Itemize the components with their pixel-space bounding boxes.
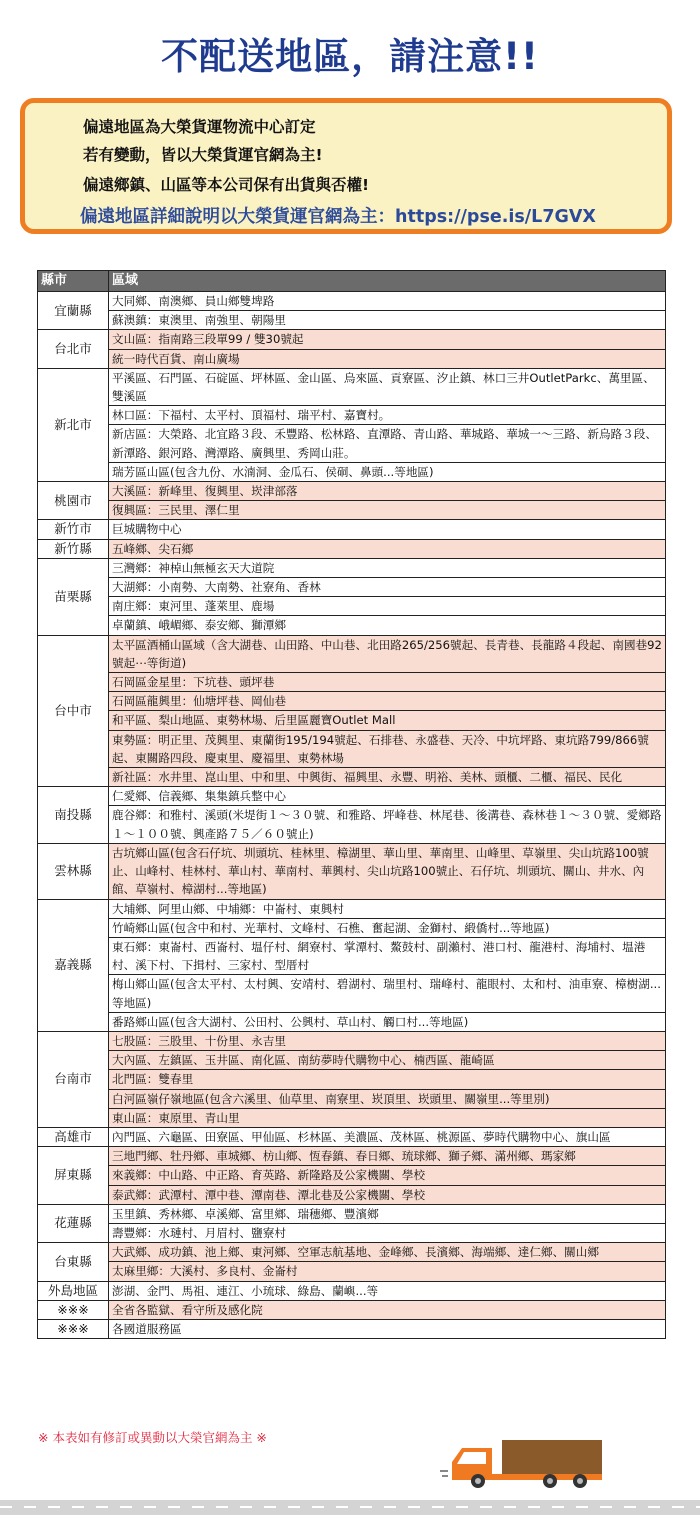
area-cell: 平溪區、石門區、石碇區、坪林區、金山區、烏來區、貢寮區、汐止鎮、林口三井OutletParkc、萬里區、雙溪區 [109,368,666,405]
county-cell: 外島地區 [38,1281,109,1300]
table-row [38,539,666,558]
table-row [38,1185,666,1204]
table-row [38,673,666,692]
county-cell: 嘉義縣 [38,899,109,1031]
table-row [38,406,666,425]
area-cell: 玉里鎮、秀林鄉、卓溪鄉、富里鄉、瑞穗鄉、豐濱鄉 [109,1204,666,1223]
table-row [38,692,666,711]
area-cell: 三灣鄉：神棹山無極玄天大道院 [109,558,666,577]
table-row [38,899,666,918]
county-cell: 宜蘭縣 [38,292,109,330]
table-row [38,1223,666,1242]
notice-line-1: 偏遠地區為大榮貨運物流中心訂定 [83,118,316,136]
table-row [38,597,666,616]
table-row [38,311,666,330]
area-cell: 大內區、左鎮區、玉井區、南化區、南紡夢時代購物中心、楠西區、龍崎區 [109,1051,666,1070]
county-cell: ※※※ [38,1300,109,1319]
table-row [38,1166,666,1185]
truck-icon [440,1438,610,1488]
area-cell: 東山區：東原里、青山里 [109,1108,666,1127]
area-cell: 泰武鄉：武潭村、潭中巷、潭南巷、潭北巷及公家機關、學校 [109,1185,666,1204]
county-cell: 台中市 [38,635,109,787]
area-cell: 五峰鄉、尖石鄉 [109,539,666,558]
area-cell: 內門區、六龜區、田寮區、甲仙區、杉林區、美濃區、茂林區、桃源區、夢時代購物中心、旗山區 [109,1127,666,1146]
area-cell: 和平區、梨山地區、東勢林場、后里區麗寶Outlet Mall [109,711,666,730]
table-row [38,482,666,501]
table-row [38,501,666,520]
area-table [37,270,666,1339]
road-dashes [0,1506,700,1508]
table-row [38,635,666,672]
table-body [38,292,666,1339]
area-cell: 東勢區：明正里、茂興里、東蘭街195/194號起、石排巷、永盛巷、天冷、中坑坪路、東坑路799/866號起、東關路四段、慶東里、慶福里、東勢林場 [109,730,666,767]
area-cell: 梅山鄉山區(包含太平村、太村興、安靖村、碧湖村、瑞里村、瑞峰村、龍眼村、太和村、油車寮、樟樹湖...等地區) [109,975,666,1012]
table-row [38,1031,666,1050]
table-row [38,711,666,730]
area-cell: 北門區：雙春里 [109,1070,666,1089]
table-row [38,918,666,937]
table-row [38,1147,666,1166]
area-cell: 太麻里鄉：大溪村、多良村、金崙村 [109,1262,666,1281]
notice-line-3: 偏遠鄉鎮、山區等本公司保有出貨與否權! [83,176,370,194]
table-row [38,843,666,899]
footnote: ※ 本表如有修訂或異動以大榮官網為主 ※ [38,1430,267,1445]
page-title: 不配送地區，請注意!! [161,35,539,78]
table-row [38,1108,666,1127]
area-cell: 石岡區金星里：下坑巷、頭坪巷 [109,673,666,692]
area-cell: 大溪區：新峰里、復興里、崁津部落 [109,482,666,501]
county-cell: 新北市 [38,368,109,481]
county-cell: ※※※ [38,1319,109,1338]
county-cell: 南投縣 [38,787,109,844]
area-cell: 各國道服務區 [109,1319,666,1338]
county-cell: 台南市 [38,1031,109,1127]
table-row [38,368,666,405]
table-row [38,1204,666,1223]
table-row [38,1243,666,1262]
table-row [38,806,666,843]
area-cell: 文山區：指南路三段單99 / 雙30號起 [109,330,666,349]
area-cell: 大埔鄉、阿里山鄉、中埔鄉：中崙村、東興村 [109,899,666,918]
county-cell: 雲林縣 [38,843,109,899]
area-cell: 仁愛鄉、信義鄉、集集鎮兵整中心 [109,787,666,806]
area-cell: 東石鄉：東崙村、西崙村、塭仔村、網寮村、掌潭村、鰲鼓村、副瀨村、港口村、龍港村、海埔村、塭港村、溪下村、下揖村、三家村、型厝村 [109,937,666,974]
county-cell: 桃園市 [38,482,109,520]
county-cell: 花蓮縣 [38,1204,109,1242]
notice-link-line[interactable]: 偏遠地區詳細說明以大榮貨運官網為主：https://pse.is/L7GVX [80,207,596,227]
area-cell: 新店區：大榮路、北宜路３段、禾豐路、松林路、直潭路、青山路、華城路、華城一～三路、新烏路３段、新潭路、銀河路、灣潭路、廣興里、秀岡山莊。 [109,425,666,462]
area-cell: 大武鄉、成功鎮、池上鄉、東河鄉、空軍志航基地、金峰鄉、長濱鄉、海端鄉、達仁鄉、關山鄉 [109,1243,666,1262]
header-county: 縣市 [38,271,109,292]
table-row [38,1319,666,1338]
area-cell: 巨城購物中心 [109,520,666,539]
table-row [38,1127,666,1146]
area-cell: 古坑鄉山區(包含石仔坑、圳頭坑、桂林里、樟湖里、華山里、華南里、山峰里、草嶺里、尖山坑路100號止、山峰村、桂林村、華山村、華南村、華興村、尖山坑路100號止、石仔坑、圳頭坑、關山、井水、內館、草嶺村、樟湖村...等地區) [109,843,666,899]
county-cell: 新竹市 [38,520,109,539]
table-row [38,787,666,806]
county-cell: 新竹縣 [38,539,109,558]
area-cell: 蘇澳鎮：東澳里、南強里、朝陽里 [109,311,666,330]
notice-box [20,98,672,234]
area-cell: 新社區：水井里、崑山里、中和里、中興街、福興里、永豐、明裕、美林、頭櫃、二櫃、福民、民化 [109,768,666,787]
table-row [38,1051,666,1070]
area-cell: 林口區：下福村、太平村、頂福村、瑞平村、嘉寶村。 [109,406,666,425]
table-row [38,1300,666,1319]
area-cell: 復興區：三民里、澤仁里 [109,501,666,520]
table-row [38,1089,666,1108]
area-cell: 石岡區龍興里：仙塘坪巷、岡仙巷 [109,692,666,711]
area-cell: 大湖鄉：小南勢、大南勢、社寮角、香林 [109,578,666,597]
table-row [38,1070,666,1089]
area-cell: 太平區酒桶山區域（含大湖巷、山田路、中山巷、北田路265/256號起、長青巷、長龍路４段起、南國巷92號起⋯等街道) [109,635,666,672]
table-row [38,578,666,597]
area-cell: 番路鄉山區(包含大湖村、公田村、公興村、草山村、觸口村...等地區) [109,1012,666,1031]
county-cell: 台北市 [38,330,109,368]
table-row [38,768,666,787]
table-row [38,349,666,368]
table-row [38,1281,666,1300]
county-cell: 高雄市 [38,1127,109,1146]
area-cell: 卓蘭鎮、峨嵋鄉、泰安鄉、獅潭鄉 [109,616,666,635]
area-cell: 全省各監獄、看守所及感化院 [109,1300,666,1319]
area-cell: 瑞芳區山區(包含九份、水湳洞、金瓜石、侯硐、鼻頭...等地區) [109,462,666,481]
table-row [38,1012,666,1031]
table-row [38,558,666,577]
county-cell: 台東縣 [38,1243,109,1281]
table-row [38,462,666,481]
table-row [38,730,666,767]
table-row [38,425,666,462]
table-row [38,937,666,974]
table-row [38,616,666,635]
area-cell: 統一時代百貨、南山廣場 [109,349,666,368]
area-cell: 壽豐鄉：水璉村、月眉村、鹽寮村 [109,1223,666,1242]
table-header-row [38,271,666,292]
area-cell: 竹崎鄉山區(包含中和村、光華村、文峰村、石樵、奮起湖、金獅村、緞僑村...等地區) [109,918,666,937]
table-row [38,975,666,1012]
table-row [38,1262,666,1281]
county-cell: 屏東縣 [38,1147,109,1205]
area-cell: 鹿谷鄉：和雅村、溪頭(米堤街１～３０號、和雅路、坪峰巷、林尾巷、後溝巷、森林巷１～３０號、愛鄉路１～１００號、興產路７５／６０號止) [109,806,666,843]
notice-line-2: 若有變動，皆以大榮貨運官網為主! [83,146,323,164]
header-area: 區域 [109,271,666,292]
area-cell: 大同鄉、南澳鄉、員山鄉雙埤路 [109,292,666,311]
table-row [38,292,666,311]
table-row [38,330,666,349]
area-cell: 白河區嶺仔嶺地區(包含六溪里、仙草里、南寮里、崁頂里、崁頭里、關嶺里...等里別) [109,1089,666,1108]
area-cell: 七股區：三股里、十份里、永吉里 [109,1031,666,1050]
area-cell: 來義鄉：中山路、中正路、育英路、新隆路及公家機關、學校 [109,1166,666,1185]
area-cell: 澎湖、金門、馬祖、連江、小琉球、綠島、蘭嶼...等 [109,1281,666,1300]
county-cell: 苗栗縣 [38,558,109,635]
area-cell: 三地門鄉、牡丹鄉、車城鄉、枋山鄉、恆春鎮、春日鄉、琉球鄉、獅子鄉、滿州鄉、瑪家鄉 [109,1147,666,1166]
table-row [38,520,666,539]
area-cell: 南庄鄉：東河里、蓬萊里、鹿場 [109,597,666,616]
